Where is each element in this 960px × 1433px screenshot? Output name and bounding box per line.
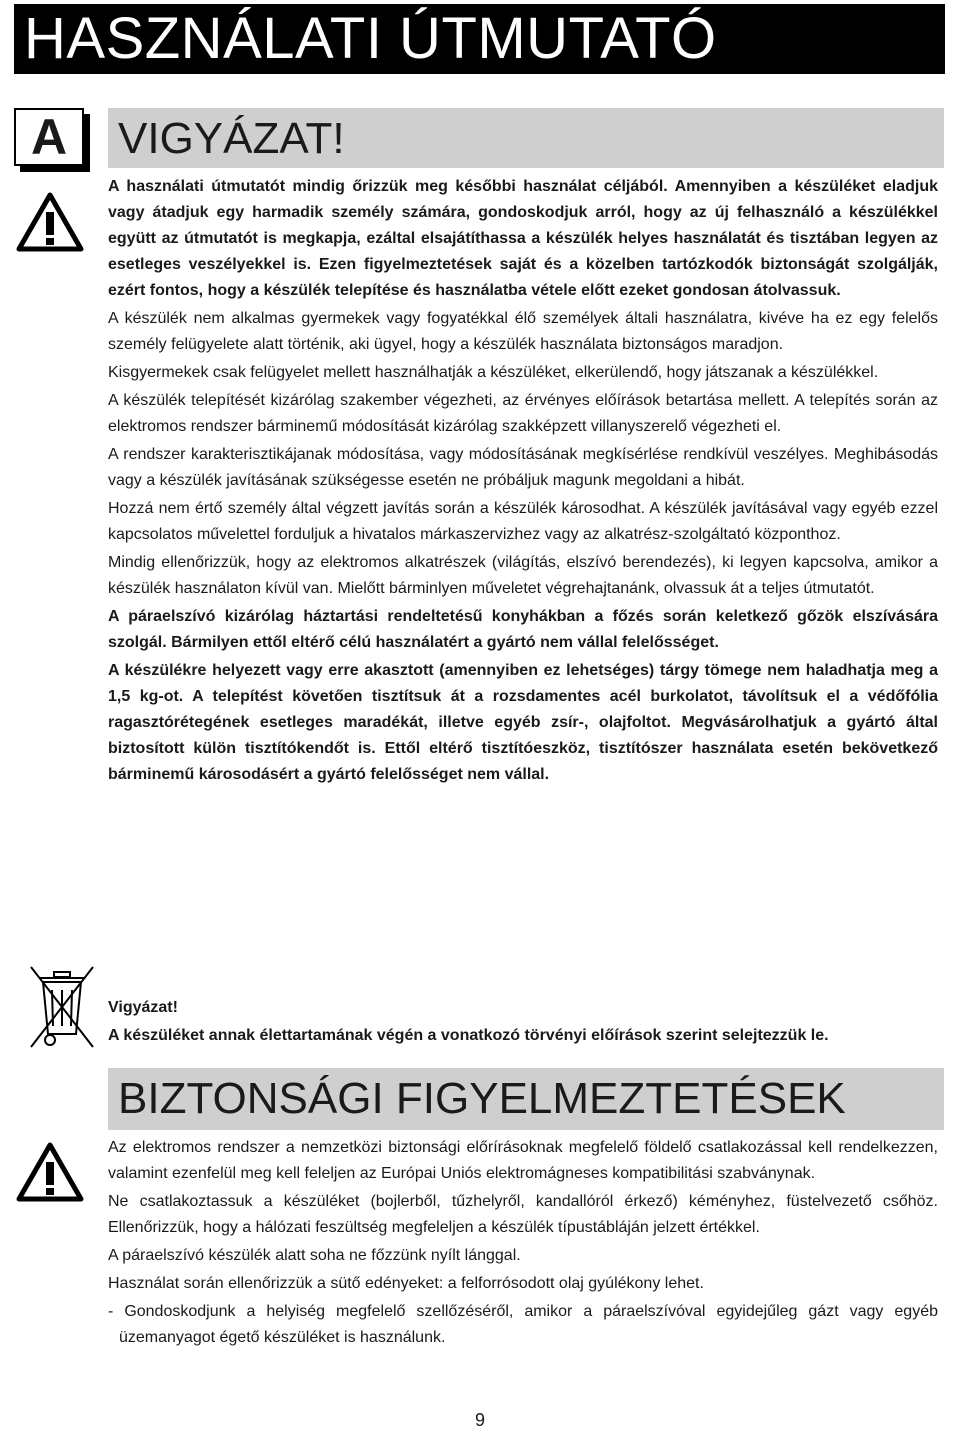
paragraph: Az elektromos rendszer a nemzetközi biztonsági előrírásoknak megfelelő földelő csatlakozással kell rendelkezzen, valamint ezenfelül meg kell feleljen az Európai Uniós elektromágneses kompatibilitási szabványnak. — [108, 1139, 938, 1182]
section-heading-vigyazat: VIGYÁZAT! — [108, 108, 944, 168]
paragraph: A készülék telepítését kizárólag szakember végezheti, az érvényes előírások betartása mellett. A telepítés során az elektromos rendszer bárminemű módosítását kizárólag szakképzett villanyszerelő végezheti el. — [108, 392, 938, 435]
paragraph: - Gondoskodjunk a helyiség megfelelő szellőzéséről, amikor a páraelszívóval egyidejűleg gázt vagy egyéb üzemanyagot égető készüléket is használunk. — [108, 1303, 938, 1346]
warning-triangle-icon — [16, 192, 84, 252]
paragraph: A használati útmutatót mindig őrizzük meg későbbi használat céljából. Amennyiben a készüléket eladjuk vagy átadjuk egy harmadik személy számára, gondoskodjuk arról, hogy az új felhasználó a készülékkel együtt az útmutatót is megkapja, ezáltal elsajátíthassa a készülék helyes használatát és tisztában legyen az esetleges veszélyekkel is. Ezen figyelmeztetések saját és a közelben tartózkodók biztonságát szolgálják, ezért fontos, hogy a készülék telepítése és használatba vétele előtt ezeket gondosan átolvassuk. — [108, 178, 938, 299]
disposal-title: Vigyázat! — [108, 999, 178, 1016]
disposal-note — [108, 995, 938, 1051]
paragraph: Mindig ellenőrizzük, hogy az elektromos alkatrészek (világítás, elszívó berendezés), ki legyen kapcsolva, amikor a készülék használaton kívül van. Mielőtt bárminlyen műveletet végrehajtanánk, olvassuk át a teljes útmutatót. — [108, 554, 938, 597]
section2-body — [108, 1135, 938, 1353]
page-number: 9 — [474, 1410, 485, 1430]
paragraph: Hozzá nem értő személy által végzett javítás során a készülék károsodhat. A készülék javításával vagy egyéb ezzel kapcsolatos művelettel forduljuk a hivatalos márkaszervizhez vagy az alkatrész-szolgáltató központhoz. — [108, 500, 938, 543]
paragraph: A rendszer karakterisztikájanak módosítása, vagy módosításának megkísérlése rendkívül veszélyes. Meghibásodás vagy a készülék javításának szükségesse esetén ne próbáljuk magunk megoldani a hibát. — [108, 446, 938, 489]
warning-triangle-icon — [16, 1142, 84, 1202]
paragraph: Használat során ellenőrizzük a sütő edényeket: a felforrósodott olaj gyúlékony lehet. — [108, 1275, 704, 1292]
section-heading-biztonsagi: BIZTONSÁGI FIGYELMEZTETÉSEK — [108, 1068, 944, 1130]
disposal-text: A készüléket annak élettartamának végén a vonatkozó törvényi előírások szerint selejtezzük le. — [108, 1027, 829, 1044]
paragraph: Kisgyermekek csak felügyelet mellett használhatják a készüléket, elkerülendő, hogy játszanak a készülékkel. — [108, 364, 879, 381]
paragraph: A készülékre helyezett vagy erre akasztott (amennyiben ez lehetséges) tárgy tömege nem haladhatja meg a 1,5 kg-ot. A telepítést követően tisztítsuk át a rozsdamentes acél burkolatot, távolítsuk el a védőfólia ragasztórétegének esetleges maradékát, illetve egyéb zsír-, olajfoltot. Megvásárolhatjuk a gyártó által biztosított külön tisztítókendőt is. Ettől eltérő tisztítóeszköz, tisztítószer használata esetén bekövetkező bárminemű károsodásért a gyártó felelősséget nem vállal. — [108, 662, 938, 783]
language-letter-badge: A — [14, 108, 84, 166]
paragraph: A készülék nem alkalmas gyermekek vagy fogyatékkal élő személyek általi használatra, kivéve ha ez egy felelős személy felügyelete alatt történik, aki ügyel, hogy a készülék használata biztonságos maradjon. — [108, 310, 938, 353]
paragraph: Ne csatlakoztassuk a készüléket (bojlerből, tűzhelyről, kandallóról érkező) kéményhez, füstelvezető csőhöz. Ellenőrizzük, hogy a hálózati feszültség megfeleljen a készülék típustábláján jelzett értékkel. — [108, 1193, 938, 1236]
paragraph: A páraelszívó készülék alatt soha ne főzzünk nyílt lánggal. — [108, 1247, 521, 1264]
document-title: HASZNÁLATI ÚTMUTATÓ — [14, 4, 945, 74]
weee-crossed-bin-icon — [28, 964, 96, 1050]
section1-body — [108, 174, 938, 790]
paragraph: A páraelszívó kizárólag háztartási rendeltetésű konyhákban a főzés során keletkező gőzök elszívására szolgál. Bármilyen ettől eltérő célú használatért a gyártó nem vállal felelősséget. — [108, 608, 938, 651]
